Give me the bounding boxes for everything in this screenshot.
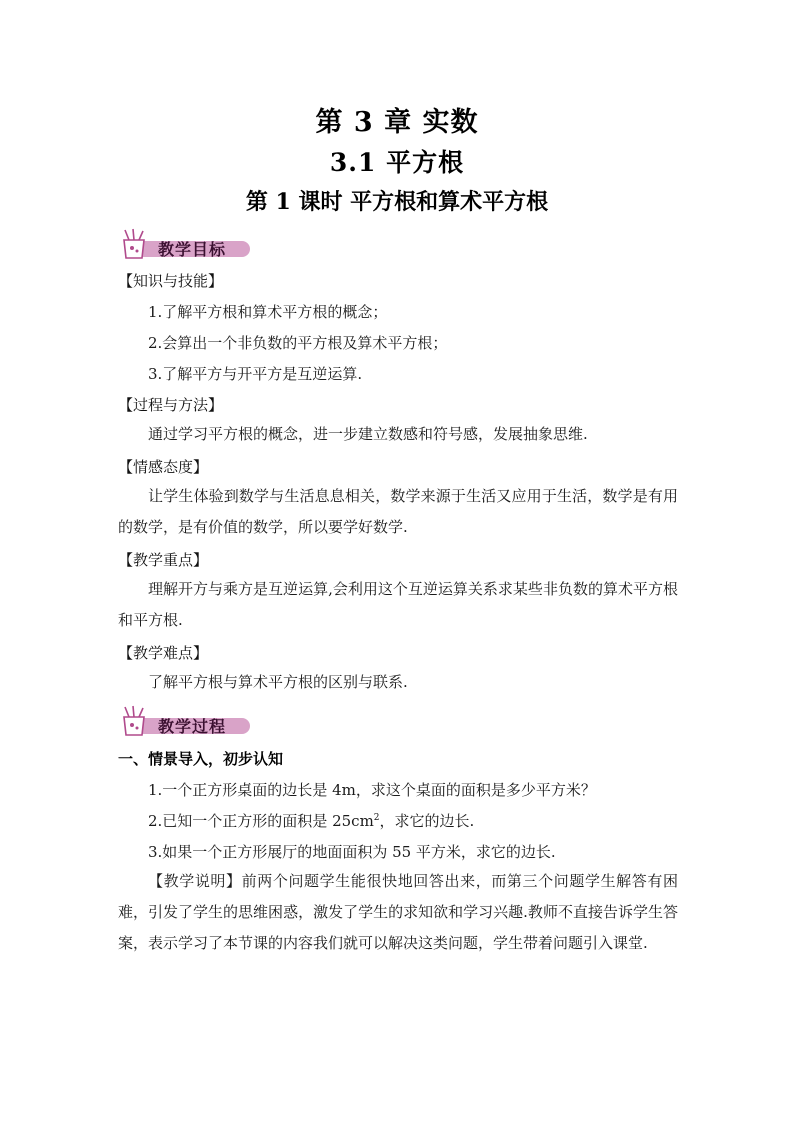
key-points-text: 理解开方与乘方是互逆运算,会利用这个互逆运算关系求某些非负数的算术平方根和平方根. bbox=[118, 580, 678, 629]
difficulties-label: 【教学难点】 bbox=[118, 644, 209, 662]
difficulties-text: 了解平方根与算术平方根的区别与联系. bbox=[148, 673, 408, 691]
intro-heading: 一、情景导入，初步认知 bbox=[118, 750, 284, 768]
knowledge-item-1: 1.了解平方根和算术平方根的概念； bbox=[148, 303, 388, 321]
knowledge-item-3: 3.了解平方与开平方是互逆运算. bbox=[148, 365, 363, 383]
key-points-label: 【教学重点】 bbox=[118, 551, 209, 569]
knowledge-item-2: 2.会算出一个非负数的平方根及算术平方根； bbox=[148, 334, 448, 352]
teaching-note: 【教学说明】前两个问题学生能很快地回答出来，而第三个问题学生解答有困难，引发了学生的思维困惑，激发了学生的求知欲和学习兴趣.教师不直接告诉学生答案，表示学习了本节课的内容我们就可以解决这类问题，学生带着问题引入课堂. bbox=[118, 872, 678, 952]
pencil-cup-icon bbox=[118, 228, 152, 262]
question-1: 1.一个正方形桌面的边长是 4m，求这个桌面的面积是多少平方米？ bbox=[148, 781, 596, 799]
section-title: 3.1 平方根 bbox=[329, 148, 465, 177]
process-badge-label: 教学过程 bbox=[158, 717, 227, 736]
attitude-label: 【情感态度】 bbox=[118, 458, 209, 476]
attitude-text: 让学生体验到数学与生活息息相关，数学来源于生活又应用于生活，数学是有用的数学，是有价值的数学，所以要学好数学. bbox=[118, 487, 678, 536]
process-label: 【过程与方法】 bbox=[118, 396, 224, 414]
chapter-title: 第 3 章 实数 bbox=[315, 107, 479, 138]
lesson-title: 第 1 课时 平方根和算术平方根 bbox=[245, 189, 549, 215]
knowledge-label: 【知识与技能】 bbox=[118, 272, 224, 290]
objectives-badge bbox=[118, 228, 258, 262]
question-3: 3.如果一个正方形展厅的地面面积为 55 平方米，求它的边长. bbox=[148, 843, 556, 861]
question-2-exponent: 2 bbox=[373, 813, 380, 823]
objectives-badge-label: 教学目标 bbox=[158, 240, 227, 259]
question-2 bbox=[148, 810, 474, 831]
pencil-cup-icon bbox=[118, 705, 152, 739]
question-2-tail: ，求它的边长. bbox=[379, 812, 475, 830]
question-2-main: 2.已知一个正方形的面积是 25cm bbox=[148, 812, 374, 830]
process-badge bbox=[118, 705, 258, 739]
process-text: 通过学习平方根的概念，进一步建立数感和符号感，发展抽象思维. bbox=[148, 425, 588, 443]
